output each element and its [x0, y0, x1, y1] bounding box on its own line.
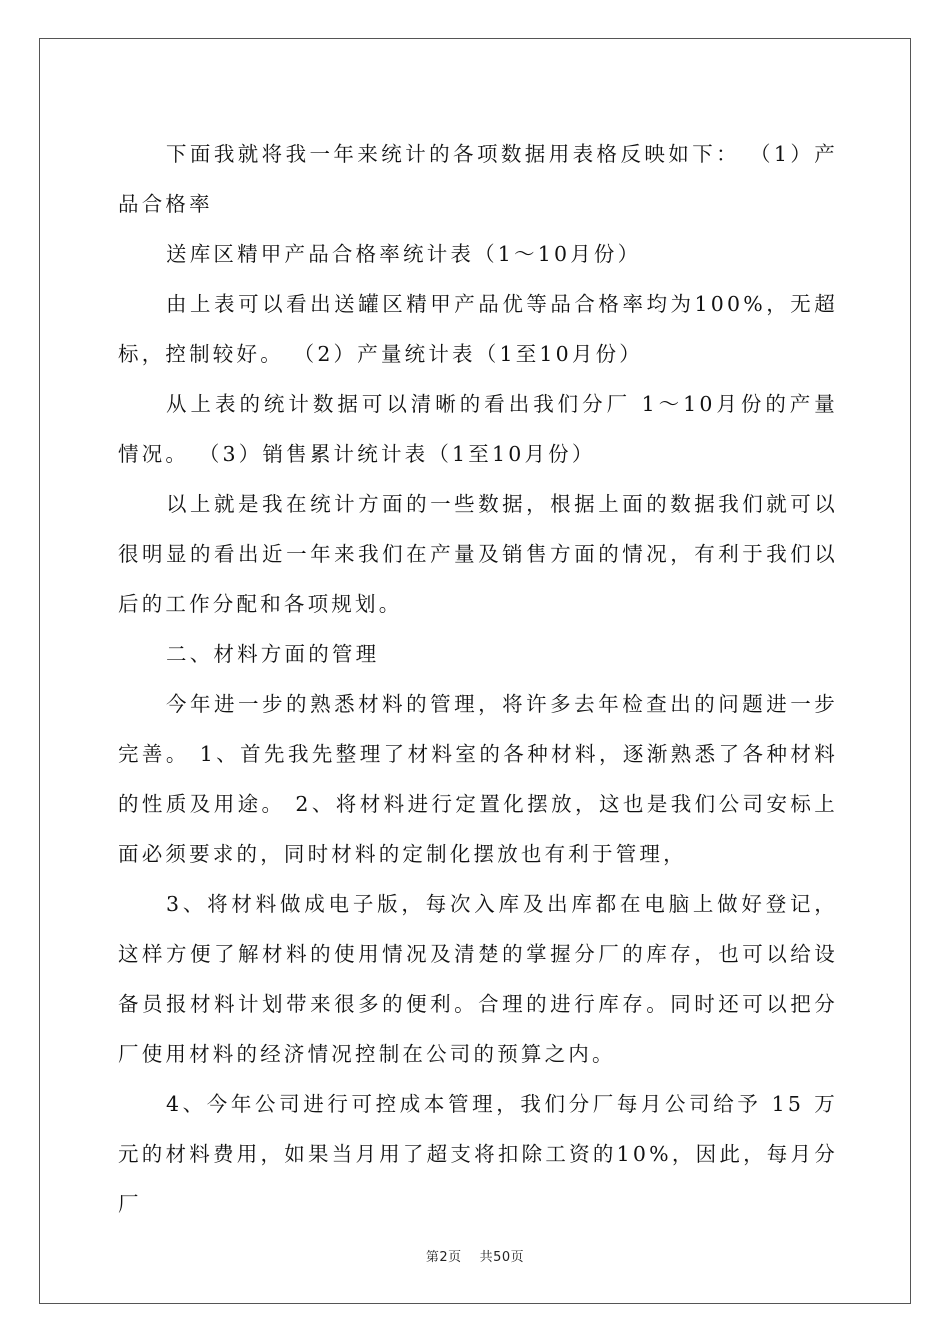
paragraph-materials-4: 4、今年公司进行可控成本管理，我们分厂每月公司给予 15 万元的材料费用，如果当月用了超支将扣除工资的10%，因此，每月分厂 — [118, 1092, 838, 1216]
page-total: 共50页 — [479, 1250, 525, 1265]
document-body — [118, 129, 838, 1229]
page-number: 第2页 — [425, 1250, 462, 1265]
paragraph-materials-3: 3、将材料做成电子版，每次入库及出库都在电脑上做好登记，这样方便了解材料的使用情况及清楚的掌握分厂的库存，也可以给设备员报材料计划带来很多的便利。合理的进行库存。同时还可以把分厂使用材料的经济情况控制在公司的预算之内。 — [118, 892, 838, 1066]
paragraph-summary: 以上就是我在统计方面的一些数据，根据上面的数据我们就可以很明显的看出近一年来我们在产量及销售方面的情况，有利于我们以后的工作分配和各项规划。 — [118, 492, 838, 616]
paragraph-pass-rate: 由上表可以看出送罐区精甲产品优等品合格率均为100%，无超标，控制较好。 （2）产量统计表（1至10月份） — [118, 292, 838, 366]
paragraph-output: 从上表的统计数据可以清晰的看出我们分厂 1～10月份的产量情况。 （3）销售累计统计表（1至10月份） — [118, 392, 838, 466]
page-footer — [0, 1246, 950, 1265]
paragraph-table-title: 送库区精甲产品合格率统计表（1～10月份） — [166, 242, 642, 266]
paragraph-materials-1: 今年进一步的熟悉材料的管理，将许多去年检查出的问题进一步完善。 1、首先我先整理了材料室的各种材料，逐渐熟悉了各种材料的性质及用途。 2、将材料进行定置化摆放，这也是我们公司安标上面必须要求的，同时材料的定制化摆放也有利于管理， — [118, 692, 838, 866]
section-heading-materials: 二、材料方面的管理 — [166, 642, 380, 666]
paragraph-statistics-intro: 下面我就将我一年来统计的各项数据用表格反映如下： （1）产品合格率 — [118, 142, 838, 216]
